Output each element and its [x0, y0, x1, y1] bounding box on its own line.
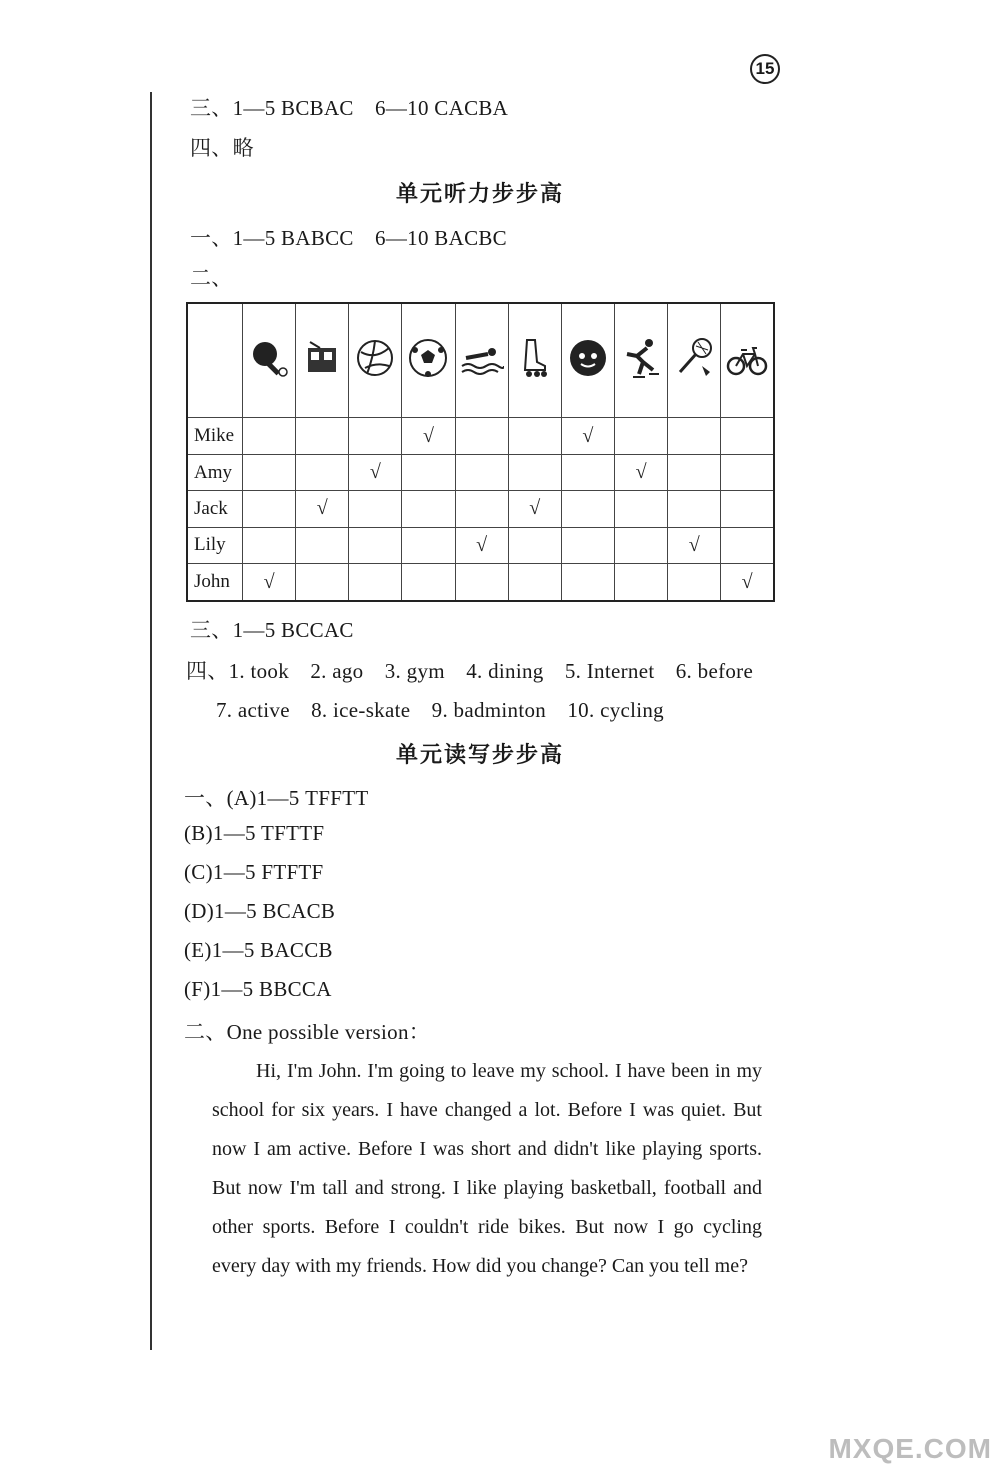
- table-cell: [668, 418, 721, 454]
- page-number: 15: [750, 54, 780, 84]
- corner-cell: [187, 303, 243, 418]
- table-cell: [668, 454, 721, 490]
- table-cell: [668, 491, 721, 527]
- answer-line: 三、1—5 BCCAC: [190, 618, 354, 642]
- table-cell: [349, 418, 402, 454]
- table-cell: [296, 527, 349, 563]
- table-row: [187, 564, 774, 601]
- table-cell: [243, 564, 296, 601]
- table-cell: [455, 491, 508, 527]
- check-mark: √: [423, 424, 434, 447]
- table-cell: [561, 454, 614, 490]
- check-mark: √: [316, 497, 328, 520]
- table-cell: [455, 454, 508, 490]
- table-cell: [721, 491, 774, 527]
- row-name: Lily: [187, 527, 243, 563]
- table-cell: [508, 564, 561, 601]
- table-header-row: [187, 303, 774, 418]
- table-cell: [243, 527, 296, 563]
- table-cell: [349, 564, 402, 601]
- table-cell: [296, 491, 349, 527]
- table-cell: [614, 454, 667, 490]
- table-cell: [668, 564, 721, 601]
- table-cell: [508, 491, 561, 527]
- table-cell: [614, 418, 667, 454]
- row-name: Jack: [187, 491, 243, 527]
- table-cell: [614, 491, 667, 527]
- volleyball-icon: [353, 336, 397, 380]
- swimming-icon: [460, 336, 504, 380]
- answer-line: (C)1—5 FTFTF: [184, 860, 324, 884]
- answer-line: (E)1—5 BACCB: [184, 938, 333, 962]
- table-body: [187, 418, 774, 601]
- table-cell: [455, 527, 508, 563]
- check-mark: √: [369, 461, 381, 483]
- table-cell: [508, 527, 561, 563]
- table-cell: [721, 527, 774, 563]
- table-row: [187, 527, 774, 563]
- rollerblade-icon: [513, 336, 557, 380]
- badminton-icon: [672, 336, 716, 380]
- table-cell: [455, 564, 508, 601]
- table-row: [187, 454, 774, 490]
- table-row: [187, 418, 774, 454]
- answer-line: 一、1—5 BABCC 6—10 BACBC: [190, 226, 507, 250]
- table-cell: [349, 454, 402, 490]
- check-mark: √: [263, 570, 275, 593]
- row-name: Mike: [187, 418, 243, 454]
- answer-line: 三、1—5 BCBAC 6—10 CACBA: [190, 96, 509, 120]
- table-cell: [561, 491, 614, 527]
- bicycle-icon: [725, 336, 769, 380]
- table-cell: [721, 418, 774, 454]
- table-cell: [243, 491, 296, 527]
- table-cell: [296, 564, 349, 601]
- essay-paragraph: Hi, I'm John. I'm going to leave my school. I have been in my school for six years. I have changed a lot. Before I was quiet. But now I am active. Before I was short and didn't like playing sports. But now I'm tall and strong. I like playing basketball, football and other sports. Before I couldn't ride bikes. But now I go cycling every day with my friends. How did you change? Can you tell me?: [212, 1060, 762, 1277]
- answer-line: (B)1—5 TFTTF: [184, 821, 325, 845]
- answer-line: 四、1. took 2. ago 3. gym 4. dining 5. Internet 6. before: [186, 659, 754, 683]
- check-mark: √: [529, 497, 541, 520]
- table-cell: [349, 527, 402, 563]
- listening-title: 单元听力步步高: [395, 182, 564, 207]
- row-name: John: [187, 564, 243, 601]
- answer-line: 7. active 8. ice-skate 9. badminton 10. cycling: [216, 698, 664, 722]
- answer-line: (F)1—5 BBCCA: [184, 977, 332, 1001]
- table-cell: [508, 418, 561, 454]
- section-label: 二、: [190, 266, 233, 290]
- row-name: Amy: [187, 454, 243, 490]
- answer-line: 一、(A)1—5 TFFTT: [184, 786, 369, 810]
- skating-icon: [619, 336, 663, 380]
- table-cell: [561, 418, 614, 454]
- section-label: 二、One possible version：: [184, 1020, 431, 1044]
- table-cell: [402, 454, 455, 490]
- drum-icon: [300, 336, 344, 380]
- table-cell: [721, 454, 774, 490]
- table-cell: [561, 564, 614, 601]
- table-cell: [561, 527, 614, 563]
- table-cell: [402, 491, 455, 527]
- reading-title: 单元读写步步高: [395, 743, 564, 768]
- table-cell: [296, 454, 349, 490]
- table-cell: [349, 491, 402, 527]
- check-mark: √: [688, 533, 700, 556]
- table-cell: [721, 564, 774, 601]
- activity-table: [186, 302, 775, 602]
- table-cell: [614, 527, 667, 563]
- table-cell: [402, 564, 455, 601]
- watermark: MXQE.COM: [828, 1433, 992, 1464]
- ping-pong-icon: [247, 336, 291, 380]
- table-row: [187, 491, 774, 527]
- table-cell: [402, 527, 455, 563]
- answer-line: 四、略: [190, 136, 254, 160]
- check-mark: √: [476, 533, 488, 556]
- check-mark: √: [582, 424, 594, 447]
- table-cell: [243, 418, 296, 454]
- answer-line: (D)1—5 BCACB: [184, 899, 336, 923]
- table-cell: [668, 527, 721, 563]
- football-icon: [406, 336, 450, 380]
- table-cell: [402, 418, 455, 454]
- check-mark: √: [635, 461, 647, 483]
- table-cell: [296, 418, 349, 454]
- basketball-icon: [566, 336, 610, 380]
- margin-rule: [150, 92, 152, 1350]
- table-cell: [508, 454, 561, 490]
- table-cell: [243, 454, 296, 490]
- check-mark: √: [741, 570, 753, 593]
- table-cell: [455, 418, 508, 454]
- table-cell: [614, 564, 667, 601]
